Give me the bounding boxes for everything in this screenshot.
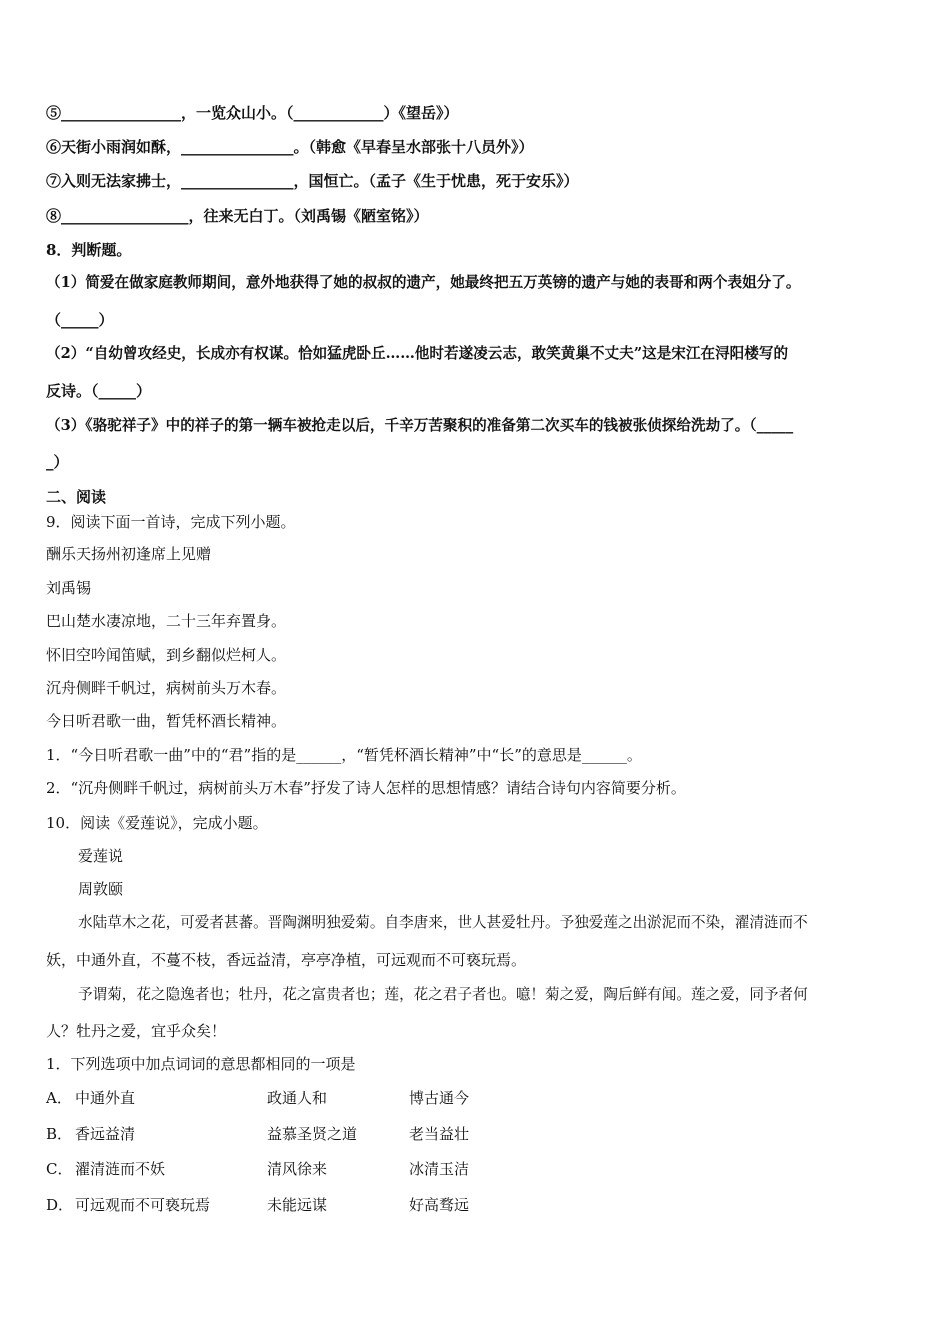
q8-item3-line2: _） xyxy=(46,453,69,471)
essay-para1-line1: 水陆草木之花，可爱者甚蕃。晋陶渊明独爱菊。自李唐来，世人甚爱牡丹。予独爱莲之出淤泥而不染，濯清涟而不 xyxy=(78,914,808,931)
option-word: 政通人和 xyxy=(267,1089,328,1107)
option-word: 可远观而不可亵玩焉 xyxy=(75,1196,211,1214)
poem-title: 酬乐天扬州初逢席上见赠 xyxy=(46,545,212,563)
q8-item3-line1: （3）《骆驼祥子》中的祥子的第一辆车被抢走以后，千辛万苦聚积的准备第二次买车的钱被张侦探给洗劫了。（_____ xyxy=(46,417,794,434)
option-label: B． xyxy=(46,1125,73,1143)
fill-line-7: ⑦入则无法家拂士，_______________，国恒亡。（孟子《生于忧患，死于安乐》） xyxy=(46,172,579,190)
option-word: 益慕圣贤之道 xyxy=(267,1125,358,1143)
option-word: 好高骛远 xyxy=(409,1196,470,1214)
question-10-intro: 10．阅读《爱莲说》，完成小题。 xyxy=(46,814,268,832)
fill-line-6: ⑥天街小雨润如酥，_______________。（韩愈《早春呈水部张十八员外》） xyxy=(46,138,534,156)
option-word: 中通外直 xyxy=(75,1089,136,1107)
poem-line: 怀旧空吟闻笛赋，到乡翻似烂柯人。 xyxy=(46,646,287,664)
essay-para2-line2: 人？牡丹之爱，宜乎众矣！ xyxy=(46,1022,227,1040)
q10-subquestion-1: 1．下列选项中加点词词的意思都相同的一项是 xyxy=(46,1055,356,1073)
q8-item1-line2: （_____） xyxy=(46,311,114,329)
option-word: 冰清玉洁 xyxy=(409,1160,470,1178)
q8-item1-line1: （1）简爱在做家庭教师期间，意外地获得了她的叔叔的遗产，她最终把五万英镑的遗产与她的表哥和两个表姐分了。 xyxy=(46,274,801,291)
question-9-intro: 9．阅读下面一首诗，完成下列小题。 xyxy=(46,513,296,531)
poem-line: 今日听君歌一曲，暂凭杯酒长精神。 xyxy=(46,712,287,730)
option-label: D． xyxy=(46,1196,74,1214)
fill-line-5: ⑤________________，一览众山小。（____________）《望岳》） xyxy=(46,104,459,122)
q9-subquestion-2: 2．“沉舟侧畔千帆过，病树前头万木春”抒发了诗人怎样的思想情感？请结合诗句内容简要分析。 xyxy=(46,779,686,797)
option-word: 香远益清 xyxy=(75,1125,136,1143)
option-word: 未能远谋 xyxy=(267,1196,328,1214)
option-word: 老当益壮 xyxy=(409,1125,470,1143)
option-word: 濯清涟而不妖 xyxy=(75,1160,166,1178)
poem-line: 巴山楚水凄凉地，二十三年弃置身。 xyxy=(46,612,287,630)
essay-author: 周敦颐 xyxy=(78,880,124,898)
question-8-title: 8．判断题。 xyxy=(46,241,132,259)
essay-title: 爱莲说 xyxy=(78,847,124,865)
q8-item2-line2: 反诗。（_____） xyxy=(46,382,152,400)
fill-line-8: ⑧_________________，往来无白丁。（刘禹锡《陋室铭》） xyxy=(46,207,429,225)
q8-item2-line1: （2）“自幼曾攻经史，长成亦有权谋。恰如猛虎卧丘……他时若遂凌云志，敢笑黄巢不丈夫”这是宋江在浔阳楼写的 xyxy=(46,345,789,362)
essay-para1-line2: 妖，中通外直，不蔓不枝，香远益清，亭亭净植，可远观而不可亵玩焉。 xyxy=(46,951,527,969)
essay-para2-line1: 予谓菊，花之隐逸者也；牡丹，花之富贵者也；莲，花之君子者也。噫！菊之爱，陶后鲜有闻。莲之爱，同予者何 xyxy=(78,986,808,1003)
poem-author: 刘禹锡 xyxy=(46,579,92,597)
option-word: 清风徐来 xyxy=(267,1160,328,1178)
poem-line: 沉舟侧畔千帆过，病树前头万木春。 xyxy=(46,679,287,697)
option-word: 博古通今 xyxy=(409,1089,470,1107)
q9-subquestion-1: 1．“今日听君歌一曲”中的“君”指的是______，“暂凭杯酒长精神”中“长”的意思是______。 xyxy=(46,746,642,764)
option-label: A． xyxy=(46,1089,72,1107)
option-label: C． xyxy=(46,1160,73,1178)
section-reading-heading: 二、阅读 xyxy=(46,488,107,506)
